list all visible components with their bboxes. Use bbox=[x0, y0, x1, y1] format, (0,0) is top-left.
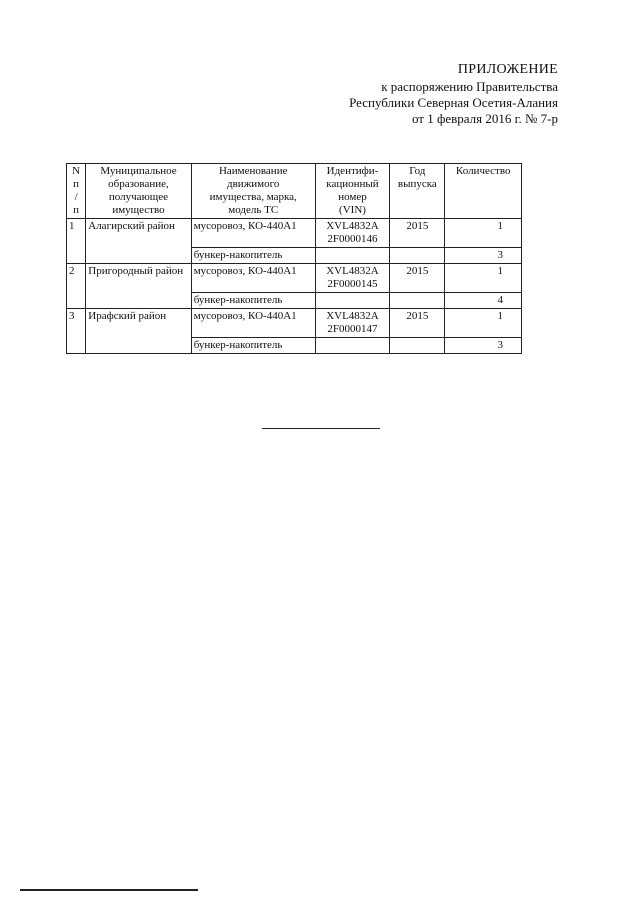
header-qty: Количество bbox=[445, 164, 522, 219]
table-row bbox=[67, 264, 522, 293]
row-qty: 4 bbox=[445, 293, 522, 309]
row-municipality: Пригородный район bbox=[86, 264, 191, 309]
row-item: мусоровоз, КО-440А1 bbox=[191, 264, 315, 293]
row-vin: XVL4832A 2F0000147 bbox=[315, 309, 390, 338]
row-num: 3 bbox=[67, 309, 86, 354]
row-year-empty bbox=[390, 338, 445, 354]
row-municipality: Ирафский район bbox=[86, 309, 191, 354]
appendix-header bbox=[349, 62, 558, 127]
row-year-empty bbox=[390, 248, 445, 264]
appendix-line-2: Республики Северная Осетия-Алания bbox=[349, 95, 558, 110]
row-item: мусоровоз, КО-440А1 bbox=[191, 309, 315, 338]
table-header-row bbox=[67, 164, 522, 219]
header-num: N п / п bbox=[67, 164, 86, 219]
row-item: бункер-накопитель bbox=[191, 248, 315, 264]
row-qty: 1 bbox=[445, 309, 522, 338]
row-vin-empty bbox=[315, 248, 390, 264]
row-vin-empty bbox=[315, 293, 390, 309]
property-table bbox=[66, 163, 522, 354]
table-row bbox=[67, 309, 522, 338]
row-year: 2015 bbox=[390, 219, 445, 248]
row-municipality: Алагирский район bbox=[86, 219, 191, 264]
row-num: 1 bbox=[67, 219, 86, 264]
row-item: бункер-накопитель bbox=[191, 293, 315, 309]
header-vin: Идентифи- кационный номер (VIN) bbox=[315, 164, 390, 219]
appendix-line-3: от 1 февраля 2016 г. № 7-р bbox=[411, 111, 558, 126]
row-year-empty bbox=[390, 293, 445, 309]
row-qty: 1 bbox=[445, 264, 522, 293]
row-qty: 3 bbox=[445, 248, 522, 264]
row-year: 2015 bbox=[390, 264, 445, 293]
row-item: бункер-накопитель bbox=[191, 338, 315, 354]
appendix-title: ПРИЛОЖЕНИЕ bbox=[457, 62, 558, 77]
table-row bbox=[67, 219, 522, 248]
row-item: мусоровоз, КО-440А1 bbox=[191, 219, 315, 248]
header-municipality: Муниципальное образование, получающее имущество bbox=[86, 164, 191, 219]
row-qty: 1 bbox=[445, 219, 522, 248]
row-vin: XVL4832A 2F0000146 bbox=[315, 219, 390, 248]
appendix-line-1: к распоряжению Правительства bbox=[381, 79, 558, 94]
row-qty: 3 bbox=[445, 338, 522, 354]
header-year: Год выпуска bbox=[390, 164, 445, 219]
row-vin: XVL4832A 2F0000145 bbox=[315, 264, 390, 293]
separator-line bbox=[262, 428, 380, 429]
row-year: 2015 bbox=[390, 309, 445, 338]
header-name: Наименование движимого имущества, марка, модель ТС bbox=[191, 164, 315, 219]
footer-line bbox=[20, 889, 198, 891]
row-num: 2 bbox=[67, 264, 86, 309]
row-vin-empty bbox=[315, 338, 390, 354]
